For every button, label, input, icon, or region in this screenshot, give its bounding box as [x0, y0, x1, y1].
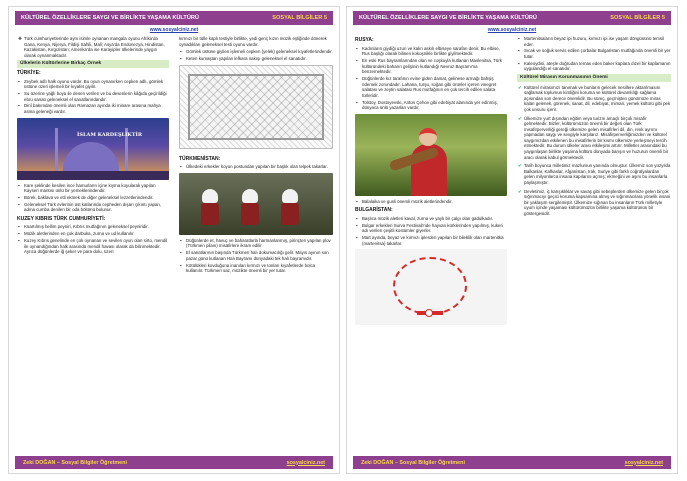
- list-item: ▪ Tolstoy, Dostoyevski, Anton Çehov gibi edebiyat alanında yer edinmiş, dünyaca ünlü yazarları vardır.: [355, 100, 507, 111]
- right-column-2: [517, 36, 671, 453]
- list-item: ▪ Börek, baklava ve etli ekmek de diğer geleneksel lezzetlerindendir.: [17, 195, 169, 201]
- lace-image: [179, 65, 333, 149]
- page-right: [346, 6, 678, 474]
- list-item: ▪ Müzik aletlerinden en çok darbuka, zurna ve ud kullanılır.: [17, 231, 169, 237]
- list-item: ✔ Tarih boyunca milletimiz mazlumun yanında olmuştur. Ülkemiz son yüzyılda Balkanlar, Kafkaslar, Afganistan, Irak, Suriye gibi farklı coğrafyalardan gelen milyonlarca insana kapılarını açmış; ekmeğini ve aşını bu insanlarla paylaşmıştır.: [517, 163, 671, 185]
- mosque-base: [17, 171, 169, 180]
- header-title: KÜLTÜREL ÖZELLİKLERE SAYGI VE BİRLİKTE YAŞAMA KÜLTÜRÜ: [21, 15, 199, 21]
- site-link[interactable]: www.sosyalciniz.net: [149, 27, 199, 33]
- page-footer: [15, 456, 333, 469]
- header-subject: SOSYAL BİLGİLER 5: [272, 15, 327, 21]
- list-item: ▪ Su üzerine yağlı boya ile desen verilen ve bu desenlerin kâğıda geçirildiği ebru sanatı geleneksel el sanatlarındandır.: [17, 91, 169, 102]
- footer-site-link[interactable]: sosyalciniz.net: [286, 459, 325, 466]
- page-footer: [353, 456, 671, 469]
- mosque-caption: İSLAM KARDEŞLİKTİR: [77, 131, 142, 138]
- list-item: ▪ Gömlek üstüne giyilen işlemeli cepken (yelek) geleneksel kıyafetlerindendir.: [179, 49, 333, 55]
- list-item: ▪ Mart ayında, beyaz ve kırmızı iplerden yapılan bir bileklik olan martenitka (martenitsa) takarlar.: [355, 235, 507, 246]
- list-item: ▪ Dinî bakımdan önemli olan Ramazan ayında iki minare arasına mahya asma geleneği vardır.: [17, 103, 169, 114]
- list-item: ✔ Devletimiz, iç karışıklıklar ve savaş gibi sebeplerden ülkemize gelen birçok sığınmacıyı geçici koruma kapsamına almış ve sığınmacılara yönelik insani bir yaklaşım sergilemiştir. Ülkemize sığınan bu insanların Türk milletiyle uyum içinde yaşaması kültürümüzün birlikte yaşama kültürünün bir göstergesidir.: [517, 189, 671, 217]
- list-item: ▪ Kötülükleri kovduğuna inanılan kırmızı ve tonları kıyafetlerde bolca kullanılır. Türkmen saz, müzikte önemli bir yer tutar.: [179, 263, 333, 274]
- list-item: ▪ Balalaika ve gusli önemli müzik aletlerindendir.: [355, 199, 507, 205]
- section-band: Ülkelerin Kültürlerine Birkaç Örnek: [17, 60, 169, 68]
- minaret: [55, 128, 58, 172]
- continued-paragraph: kırmızı bir tülle kaplı testiyle birlikte, yedi genç kızın müzik eşliğinde dönerek oynadıkları geleneksel testi oyunu vardır.: [179, 36, 327, 47]
- footer-author: Zeki DOĞAN – Sosyal Bilgiler Öğretmeni: [23, 459, 127, 466]
- list-item: ▪ Düğünlerde et, havuç ve baharatlarla harmanlanmış, pirinçten yapılan plov (Türkmen pilavı) misafirlere ikram edilir.: [179, 238, 333, 249]
- left-column-2: [179, 36, 333, 453]
- kktc-heading: KUZEY KIBRIS TÜRK CUMHURİYETİ:: [17, 215, 106, 222]
- section-band: Kültürel Mirasın Korunmasının Önemi: [517, 74, 671, 82]
- turkmen-image: [179, 173, 333, 235]
- list-item: ▪ Düğünlerde kız tarafının evine giden damat, gelinese armağı bahşiş ödemek zorundadır. Lahana, turşu, soğan gibi ürünler içeren vinegret salatası ve zeytin salatası Rus mutfağının en çok tercih edilen salata türleridir.: [355, 76, 507, 98]
- list-item: ▪ Ülkedeki erkekler koyun postundan yapılan bir başlık olan telpek takarlar.: [179, 164, 333, 170]
- list-item: ✔ Kültürel mirasımızı tanımak ve bunların gelecek nesillere aktarılmasını sağlamak toplumun kimliğini koruma ve kültürel devamlılığı sağlama açısından son derece önemlidir. Bu süreç, geçmişten günümüze miras kalan gelenek, görenek, sanat, dil, edebiyat, mimari, yemek kültürü gibi pek çok unsuru içerir.: [517, 85, 671, 113]
- dome: [63, 142, 119, 172]
- list-item: ✔ Ülkemize yurt dışından eğitim veya turizm amaçlı birçok misafir gelmektedir. Bizler, kültürümüzün önemli bir değeri olan Türk misafirperverliği gereği ülkemize gelen misafirleri dil, din, renk ayrımı yapmadan saygı ve sevgiyle karşılarız. Misafirperverliğimizden ve kültürel saygımızdan etkilenen bu misafirlerin bir kısmı ülkemize yerleşmeyi tercih etmektedir. Bu durum ülkeler arası etkileşimi artırır. Milletler arasındaki bu yaygınlaşan birlikte yaşama kültürü dünyada barışın ve huzurun önemli bir aracı olarak kabul görmektedir.: [517, 116, 671, 161]
- footer-author: Zeki DOĞAN – Sosyal Bilgiler Öğretmeni: [361, 459, 465, 466]
- page-header: [353, 11, 671, 25]
- list-item: ▪ Küartılmış hellim peyniri, Kıbrıs mutfağının geleneksel peyniridir.: [17, 224, 169, 230]
- turkmenistan-heading: TÜRKMENİSTAN:: [179, 155, 221, 162]
- rusya-heading: RUSYA:: [355, 37, 374, 43]
- header-title: KÜLTÜREL ÖZELLİKLERE SAYGI VE BİRLİKTE YAŞAMA KÜLTÜRÜ: [359, 15, 537, 21]
- list-item: ▪ Martenitsaların beyaz ipi huzuru, kırmızı ipi ise yaşam döngüsünü temsil eder.: [517, 36, 671, 47]
- footer-site-link[interactable]: sosyalciniz.net: [624, 459, 663, 466]
- list-item: ▪ En eski Rus bayramlarından olan ve coşkuyla kutlanan Maslenitsa, Türk kültüründeki baharın gelişinin kutlandığı Nevruz Bayramı'na benzemektedir.: [355, 58, 507, 75]
- right-column-1: [355, 36, 507, 453]
- page-header: [15, 11, 333, 25]
- list-item: ▪ Kuzey Kıbrıs genelinde en çok oynanan ve sevilen oyun olan sirto, mendil ile oynandığından halk arasında mendil havası olarak da bilinmektedir. Ayrıca düğünlerde iğ şeker ve para dolu, üzeri: [17, 238, 169, 255]
- list-item: ▪ Geleneksel Türk evlerinin üst katlarında cepheden dışarı çıkıntı yapan, adına cumba denilen bir oda bölümü bulunur.: [17, 202, 169, 213]
- header-subject: SOSYAL BİLGİLER 5: [610, 15, 665, 21]
- intro-paragraph: ❖ Türk cumhuriyetlerinde aynı isimle oynanan mangala oyunu Afrika'da Gana, Kenya, Nijerya, Fildişi Sahili, Mali; Asya'da Endonezya, Hindistan, Kazakistan, Kırgızistan; Amerika'da ise Karayipler ülkelerinde yaygın olarak oynanmaktadır.: [17, 36, 169, 58]
- martenitsa-image: [355, 249, 507, 325]
- list-item: ▪ El sanatlarının başında Türkmen halı dokumacılığı gelir. Mayıs ayının son pazar günü kutlanan Halı Bayramı dünyadaki tek halı bayramıdır.: [179, 250, 333, 261]
- turkiye-heading: TÜRKİYE:: [17, 69, 41, 76]
- list-item: ▪ Sıcak ve soğuk servis edilen çorbalar Bulgaristan mutfağında önemli bir yer tutar.: [517, 48, 671, 59]
- list-item: ▪ Kaleoydisi, ateşle doğrudan temas eden baker kaplara dızel bir kaplamanın uygulandığı el sanatıdır.: [517, 61, 671, 72]
- list-item: ▪ Başlıca müzik aletleri kaval, zurna ve yaylı bir çalgı olan gadulkadır.: [355, 216, 507, 222]
- bulgaristan-heading: BULGARİSTAN:: [355, 207, 393, 214]
- list-item: ▪ Keten kumaştan yapılan lefkara nakışı geleneksel el sanatıdır.: [179, 56, 333, 62]
- mosque-image: [17, 118, 169, 180]
- list-item: ▪ Zeybek adlı halk oyunu vardır. Bu oyun oynanırken cepken adlı, gömlek üstüne üzeri işlemeli bir kıyafet giyilir.: [17, 79, 169, 90]
- list-item: ▪ Bulgar erkekleri Surva Festivali'nde hayvan kürklerinden yapılmış, kukeri adı verilen çeşitli kostümler giyerler.: [355, 223, 507, 234]
- site-link[interactable]: www.sosyalciniz.net: [487, 27, 537, 33]
- page-left: [8, 6, 340, 474]
- left-column-1: [17, 36, 169, 453]
- list-item: ▪ Kadınların giydiği uzun ve kalın askılı elbiseye sarafan denir. Bu elbise, Rus başlığı olarak bilinen kokoşnikle birlikte giyilmektedir.: [355, 46, 507, 57]
- musician-image: [355, 114, 507, 196]
- list-item: ▪ Kare şeklinde kesilen ince hamurların içine kıyma koyularak yapılan Kayseri mantısı ünlü bir yemeklerindendir.: [17, 183, 169, 194]
